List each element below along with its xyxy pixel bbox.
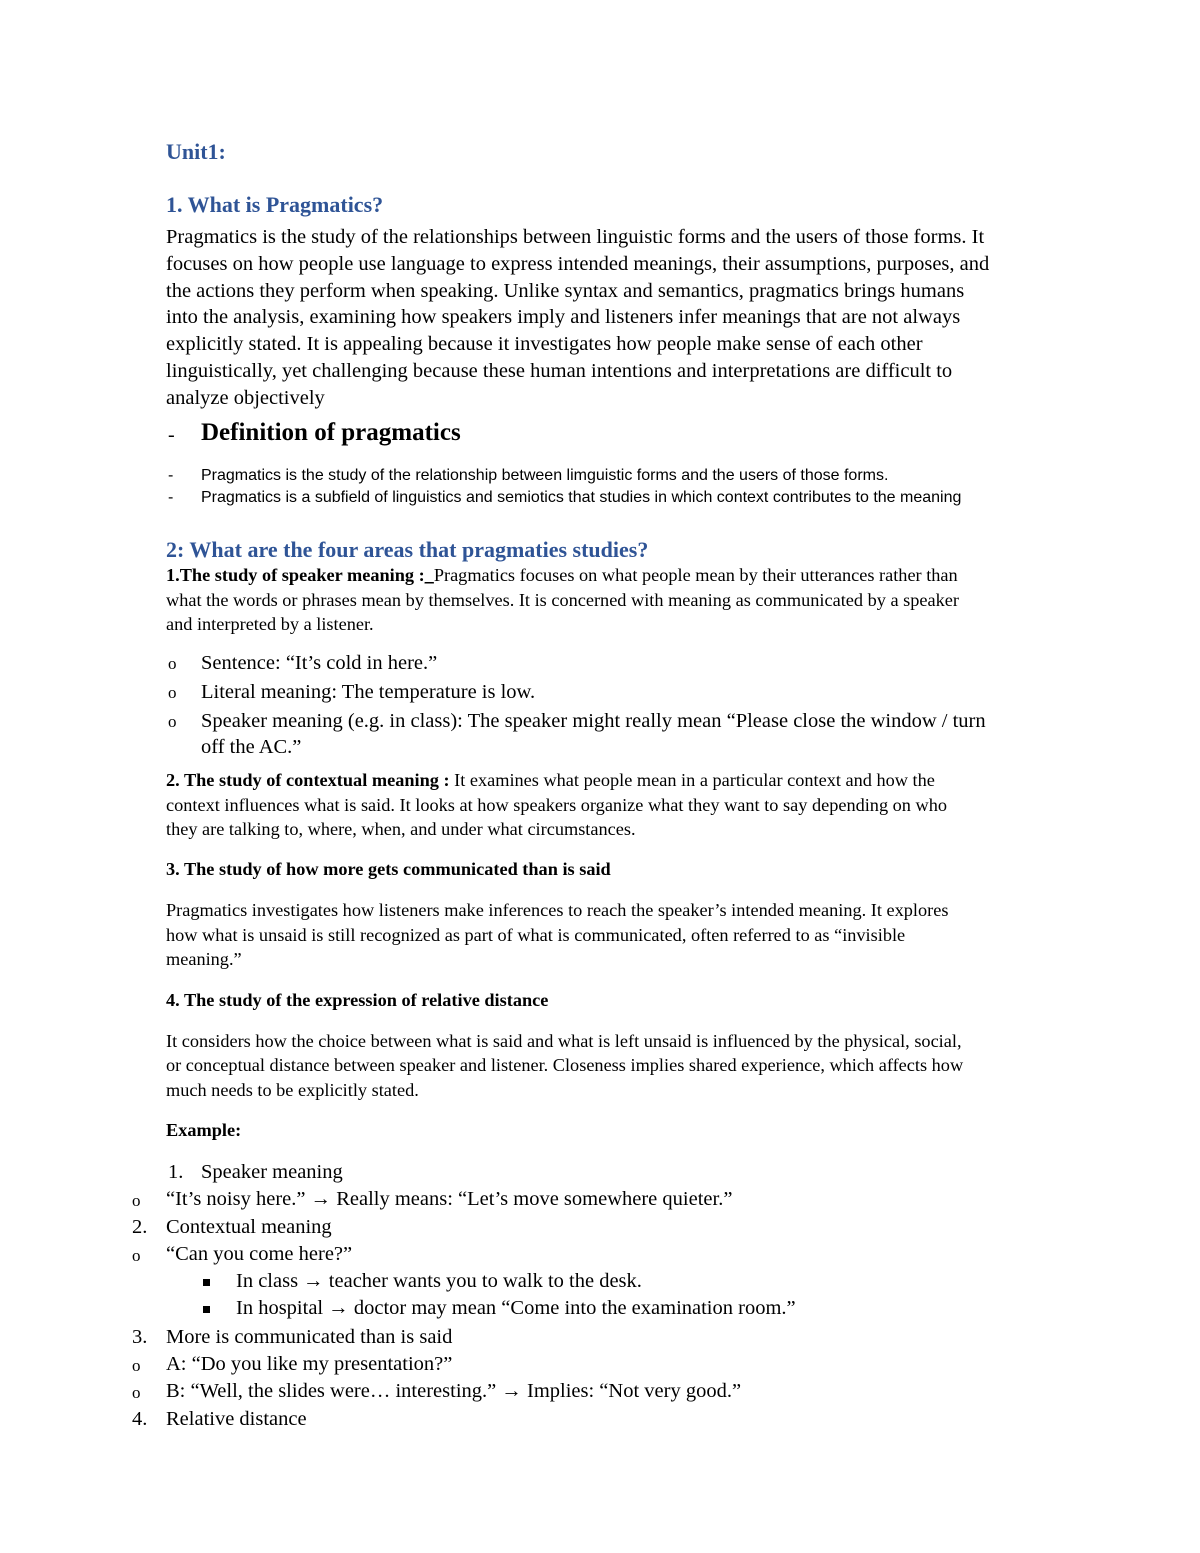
section1-heading: 1. What is Pragmatics?	[166, 192, 384, 217]
example-row: Speaker meaning	[201, 1161, 343, 1183]
area1-bullet: Literal meaning: The temperature is low.	[201, 681, 536, 703]
bullet-mark: o	[168, 712, 177, 731]
area4-line: It considers how the choice between what is said and what is left unsaid is influenced by the physical, social,	[166, 1031, 962, 1051]
example-label: Example:	[166, 1120, 242, 1140]
area1-line: and interpreted by a listener.	[166, 614, 374, 634]
unit-title: Unit1:	[166, 139, 226, 164]
area3-line: Pragmatics investigates how listeners make inferences to reach the speaker’s intended meaning. It explores	[166, 900, 949, 920]
example-row: In hospital → doctor may mean “Come into the examination room.”	[236, 1297, 796, 1319]
definition-bullet: -	[168, 489, 174, 506]
paragraph-line: into the analysis, examining how speakers imply and listeners infer meanings that are not always	[166, 306, 961, 328]
area2-title: 2. The study of contextual meaning :	[166, 770, 450, 790]
paragraph-line: focuses on how people use language to express intended meanings, their assumptions, purposes, and	[166, 253, 990, 275]
area1-title: 1.The study of speaker meaning :	[166, 565, 425, 585]
definition-dash: -	[168, 424, 175, 446]
area2-first-line	[166, 770, 935, 791]
example-number: 4.	[132, 1408, 148, 1430]
area2-line: It examines what people mean in a particular context and how the	[454, 770, 935, 790]
area3-line: meaning.”	[166, 949, 242, 969]
definition-item: Pragmatics is the study of the relationship between limguistic forms and the users of those forms.	[201, 467, 889, 484]
example-row: More is communicated than is said	[166, 1326, 453, 1348]
example-row: B: “Well, the slides were… interesting.” → Implies: “Not very good.”	[166, 1380, 742, 1402]
area4-line: much needs to be explicitly stated.	[166, 1080, 419, 1100]
square-bullet-icon	[203, 1306, 210, 1313]
paragraph-line: Pragmatics is the study of the relationships between linguistic forms and the users of those forms. It	[166, 226, 985, 248]
bullet-mark: o	[168, 654, 177, 673]
example-row: “It’s noisy here.” → Really means: “Let’s move somewhere quieter.”	[166, 1188, 733, 1210]
area3-title: 3. The study of how more gets communicated than is said	[166, 859, 611, 879]
definition-item: Pragmatics is a subfield of linguistics and semiotics that studies in which context contributes to the meaning	[201, 489, 962, 506]
square-bullet-icon	[203, 1279, 210, 1286]
bullet-mark: o	[132, 1246, 141, 1265]
example-number: 3.	[132, 1326, 148, 1348]
example-row: A: “Do you like my presentation?”	[166, 1353, 453, 1375]
paragraph-line: analyze objectively	[166, 387, 325, 409]
bullet-mark: o	[132, 1356, 141, 1375]
bullet-mark: o	[132, 1383, 141, 1402]
area4-title: 4. The study of the expression of relative distance	[166, 990, 549, 1010]
definition-heading: Definition of pragmatics	[201, 419, 461, 446]
bullet-mark: o	[168, 683, 177, 702]
area1-line: what the words or phrases mean by themselves. It is concerned with meaning as communicated by a speaker	[166, 590, 959, 610]
area2-line: context influences what is said. It looks at how speakers organize what they want to say depending on who	[166, 795, 947, 815]
area1-bullet: Sentence: “It’s cold in here.”	[201, 652, 438, 674]
bullet-mark: o	[132, 1191, 141, 1210]
area1-bullet-continuation: off the AC.”	[201, 736, 302, 758]
area2-line: they are talking to, where, when, and under what circumstances.	[166, 819, 636, 839]
example-number: 1.	[168, 1161, 184, 1183]
paragraph-line: linguistically, yet challenging because these human intentions and interpretations are difficult to	[166, 360, 953, 382]
area1-line: Pragmatics focuses on what people mean by their utterances rather than	[433, 565, 958, 585]
area1-bullet: Speaker meaning (e.g. in class): The speaker might really mean “Please close the window / turn	[201, 710, 986, 732]
example-number: 2.	[132, 1216, 148, 1238]
area4-line: or conceptual distance between speaker and listener. Closeness implies shared experience, which affects how	[166, 1055, 964, 1075]
paragraph-line: the actions they perform when speaking. Unlike syntax and semantics, pragmatics brings humans	[166, 280, 965, 302]
example-row: “Can you come here?”	[166, 1243, 353, 1265]
example-row: In class → teacher wants you to walk to the desk.	[236, 1270, 642, 1292]
area1-underscore: _	[424, 565, 434, 585]
area1-first-line	[166, 565, 958, 586]
area3-line: how what is unsaid is still recognized as part of what is communicated, often referred to as “invisible	[166, 925, 906, 945]
example-row: Relative distance	[166, 1408, 307, 1430]
paragraph-line: explicitly stated. It is appealing because it investigates how people make sense of each other	[166, 333, 923, 355]
definition-bullet: -	[168, 467, 174, 484]
example-row: Contextual meaning	[166, 1216, 332, 1238]
section2-heading: 2: What are the four areas that pragmaties studies?	[166, 537, 649, 562]
